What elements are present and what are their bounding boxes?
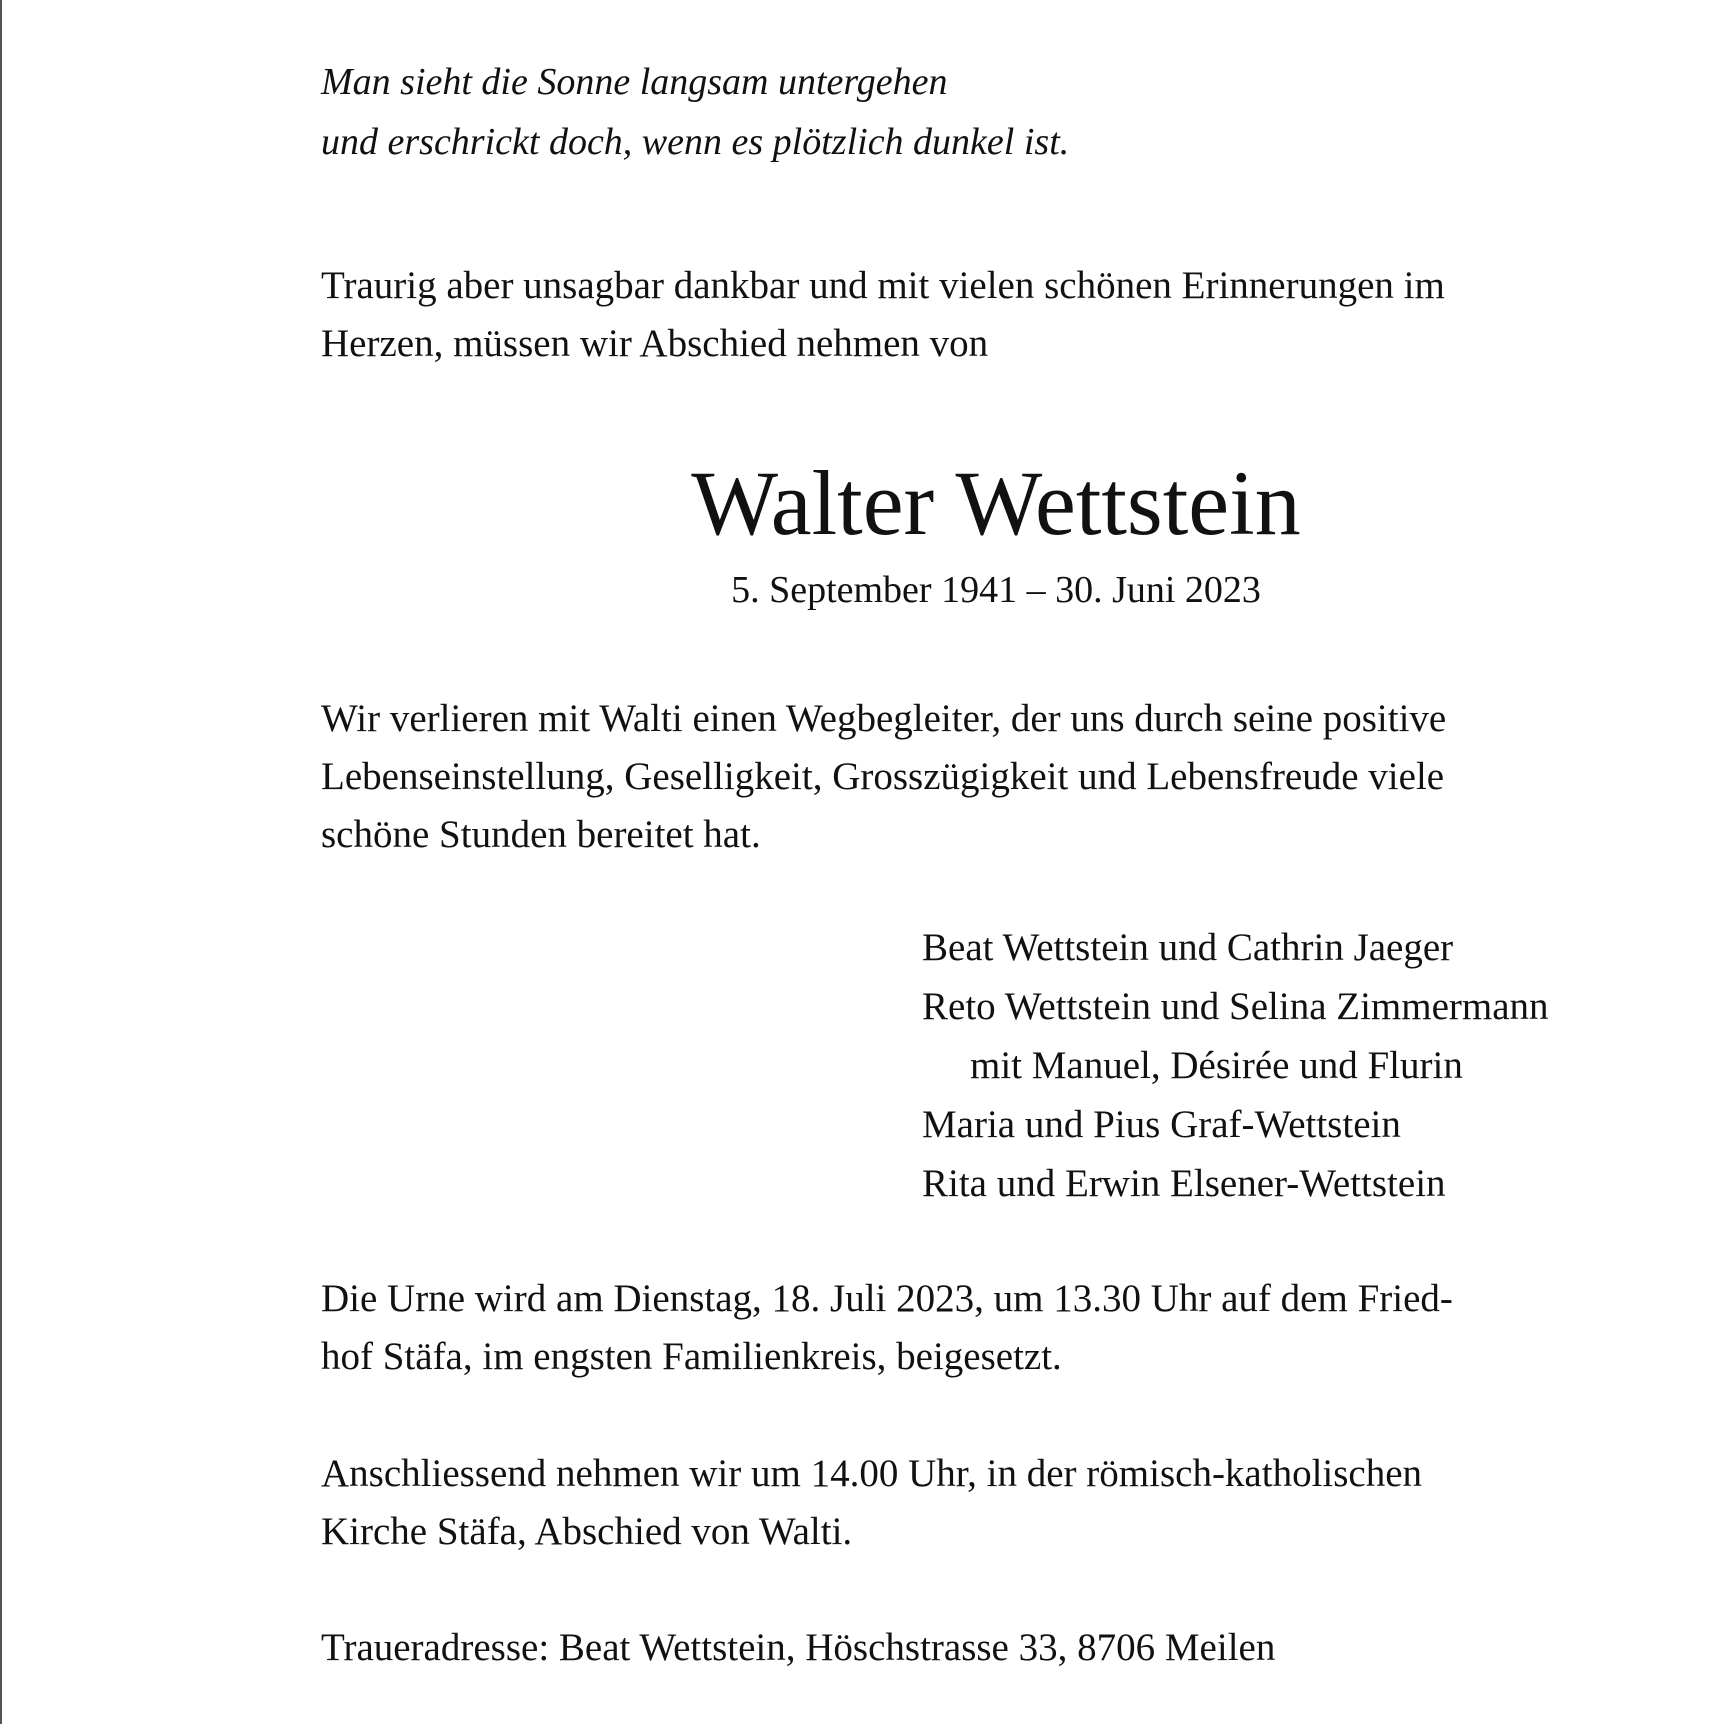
deceased-name: Walter Wettstein — [691, 452, 1301, 554]
motto-quote — [321, 52, 1671, 172]
mourner-item: Rita und Erwin Elsener-Wettstein — [922, 1162, 1446, 1205]
tribute-line-1: Wir verlieren mit Walti einen Wegbegleiter, der uns durch seine positive — [321, 697, 1447, 740]
motto-line-1: Man sieht die Sonne langsam untergehen — [321, 61, 948, 103]
mourner-item: mit Manuel, Désirée und Flurin — [970, 1044, 1463, 1087]
urn-burial-paragraph — [321, 1270, 1671, 1386]
mourner-item: Beat Wettstein und Cathrin Jaeger — [922, 926, 1454, 969]
life-dates: 5. September 1941 – 30. Juni 2023 — [731, 569, 1261, 611]
mourning-address: Traueradresse: Beat Wettstein, Höschstrasse 33, 8706 Meilen — [321, 1626, 1276, 1669]
mourner-item: Maria und Pius Graf-Wettstein — [922, 1103, 1401, 1146]
urn-line-1: Die Urne wird am Dienstag, 18. Juli 2023, um 13.30 Uhr auf dem Fried- — [321, 1277, 1453, 1320]
mourners-list — [922, 918, 1549, 1213]
intro-paragraph — [321, 257, 1671, 373]
urn-line-2: hof Stäfa, im engsten Familienkreis, beigesetzt. — [321, 1335, 1062, 1378]
tribute-paragraph — [321, 690, 1671, 864]
tribute-line-2: Lebenseinstellung, Geselligkeit, Grosszügigkeit und Lebensfreude viele — [321, 755, 1445, 798]
ceremony-line-1: Anschliessend nehmen wir um 14.00 Uhr, in der römisch-katholischen — [321, 1452, 1423, 1495]
intro-line-2: Herzen, müssen wir Abschied nehmen von — [321, 322, 989, 365]
farewell-ceremony-paragraph — [321, 1445, 1671, 1561]
ceremony-line-2: Kirche Stäfa, Abschied von Walti. — [321, 1510, 853, 1553]
mourner-item: Reto Wettstein und Selina Zimmermann — [922, 985, 1549, 1028]
intro-line-1: Traurig aber unsagbar dankbar und mit vielen schönen Erinnerungen im — [321, 264, 1445, 307]
motto-line-2: und erschrickt doch, wenn es plötzlich dunkel ist. — [321, 121, 1070, 163]
tribute-line-3: schöne Stunden bereitet hat. — [321, 813, 761, 856]
